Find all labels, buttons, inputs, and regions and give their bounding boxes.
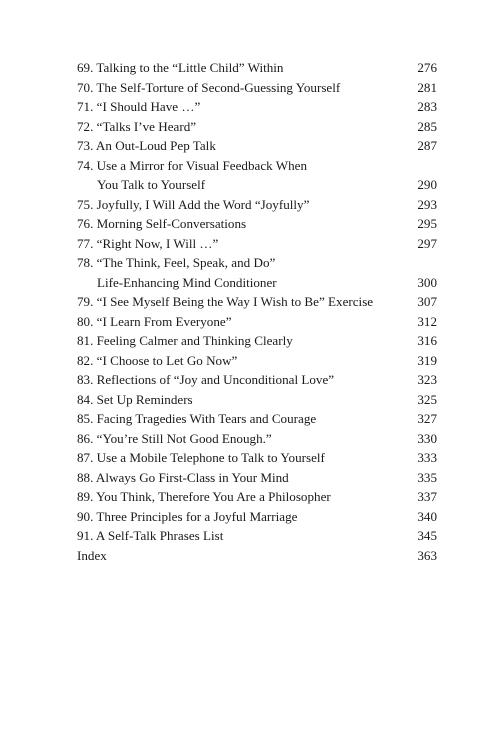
toc-entry-page-number: 295: [417, 216, 437, 231]
toc-entry-title: 70. The Self-Torture of Second-Guessing Yourself: [77, 79, 341, 95]
toc-entry-page-number: 287: [417, 138, 437, 153]
toc-entry-page-number: 281: [417, 79, 437, 95]
toc-entry-title: 88. Always Go First-Class in Your Mind: [77, 469, 289, 485]
toc-entry-title-continued: Life-Enhancing Mind Conditioner: [97, 274, 277, 290]
toc-entry-page-number: 319: [417, 352, 437, 368]
toc-entry-page-number: 337: [417, 489, 437, 504]
toc-entry-title: 75. Joyfully, I Will Add the Word “Joyfully”: [77, 196, 310, 212]
toc-entry: [77, 448, 437, 468]
toc-entry-page-number: 300: [417, 274, 437, 290]
toc-entry: [77, 351, 437, 371]
toc-entry-title: 69. Talking to the “Little Child” Within: [77, 60, 284, 75]
toc-entry: [77, 214, 437, 234]
toc-entry-page-number: 323: [417, 372, 437, 387]
toc-entry-page-number: 316: [417, 333, 437, 348]
toc-entry-page-number: 363: [417, 547, 437, 563]
toc-entry-title: 87. Use a Mobile Telephone to Talk to Yourself: [77, 450, 325, 465]
toc-entry: [77, 507, 437, 527]
toc-entry-page-number: 297: [417, 235, 437, 251]
toc-entry-title: 72. “Talks I’ve Heard”: [77, 118, 197, 134]
toc-entry-page-number: 293: [417, 196, 437, 212]
toc-entry-page-number: 330: [417, 430, 437, 446]
toc-entry: [77, 546, 437, 566]
toc-entry-title: 85. Facing Tragedies With Tears and Courage: [77, 411, 317, 426]
table-of-contents: [77, 58, 437, 565]
toc-entry: [77, 117, 437, 137]
toc-entry: [77, 312, 437, 332]
toc-entry-page-number: 285: [417, 118, 437, 134]
toc-entry-page-number: 327: [417, 411, 437, 426]
toc-entry-title: 71. “I Should Have …”: [77, 99, 201, 114]
toc-entry: [77, 78, 437, 98]
toc-entry-title: 80. “I Learn From Everyone”: [77, 313, 232, 329]
toc-entry: [77, 429, 437, 449]
toc-entry: [77, 409, 437, 429]
toc-entry: [77, 370, 437, 390]
toc-entry: [77, 487, 437, 507]
toc-entry: [77, 234, 437, 254]
toc-entry-page-number: 333: [417, 450, 437, 465]
toc-entry-title-continued: You Talk to Yourself: [97, 177, 206, 192]
toc-entry-title: 78. “The Think, Feel, Speak, and Do”: [77, 255, 276, 270]
toc-entry-title: 83. Reflections of “Joy and Unconditional Love”: [77, 372, 335, 387]
toc-entry: [77, 468, 437, 488]
toc-entry-title: 73. An Out-Loud Pep Talk: [77, 138, 216, 153]
toc-entry-title: 74. Use a Mirror for Visual Feedback When: [77, 157, 307, 173]
toc-entry: [77, 58, 437, 78]
toc-entry: [77, 136, 437, 156]
toc-entry-title: 86. “You’re Still Not Good Enough.”: [77, 430, 272, 446]
toc-entry-title: 91. A Self-Talk Phrases List: [77, 528, 224, 543]
toc-entry: [77, 390, 437, 410]
toc-entry-page-number: 307: [417, 294, 437, 309]
toc-entry: [77, 97, 437, 117]
toc-entry-page-number: 345: [417, 528, 437, 543]
toc-entry: [77, 195, 437, 215]
toc-entry-page-number: 335: [417, 469, 437, 485]
toc-entry-title: 90. Three Principles for a Joyful Marriage: [77, 508, 298, 524]
toc-entry-title: 81. Feeling Calmer and Thinking Clearly: [77, 333, 293, 348]
toc-entry-title: Index: [77, 547, 107, 563]
toc-entry-page-number: 283: [417, 99, 437, 114]
toc-entry-title: 79. “I See Myself Being the Way I Wish to Be” Exercise: [77, 294, 374, 309]
toc-entry-title: 82. “I Choose to Let Go Now”: [77, 352, 238, 368]
toc-entry-title: 76. Morning Self-Conversations: [77, 216, 247, 231]
toc-entry: [77, 526, 437, 546]
toc-entry-page-number: 340: [417, 508, 437, 524]
toc-entry-page-number: 325: [417, 391, 437, 407]
toc-entry-page-number: 290: [417, 177, 437, 192]
toc-entry: [77, 253, 437, 292]
toc-entry: [77, 292, 437, 312]
toc-entry-title: 77. “Right Now, I Will …”: [77, 235, 219, 251]
toc-entry-page-number: 276: [417, 60, 437, 75]
toc-entry-title: 84. Set Up Reminders: [77, 391, 193, 407]
toc-entry: [77, 156, 437, 195]
toc-entry-page-number: 312: [417, 313, 437, 329]
toc-entry: [77, 331, 437, 351]
toc-entry-title: 89. You Think, Therefore You Are a Philosopher: [77, 489, 331, 504]
